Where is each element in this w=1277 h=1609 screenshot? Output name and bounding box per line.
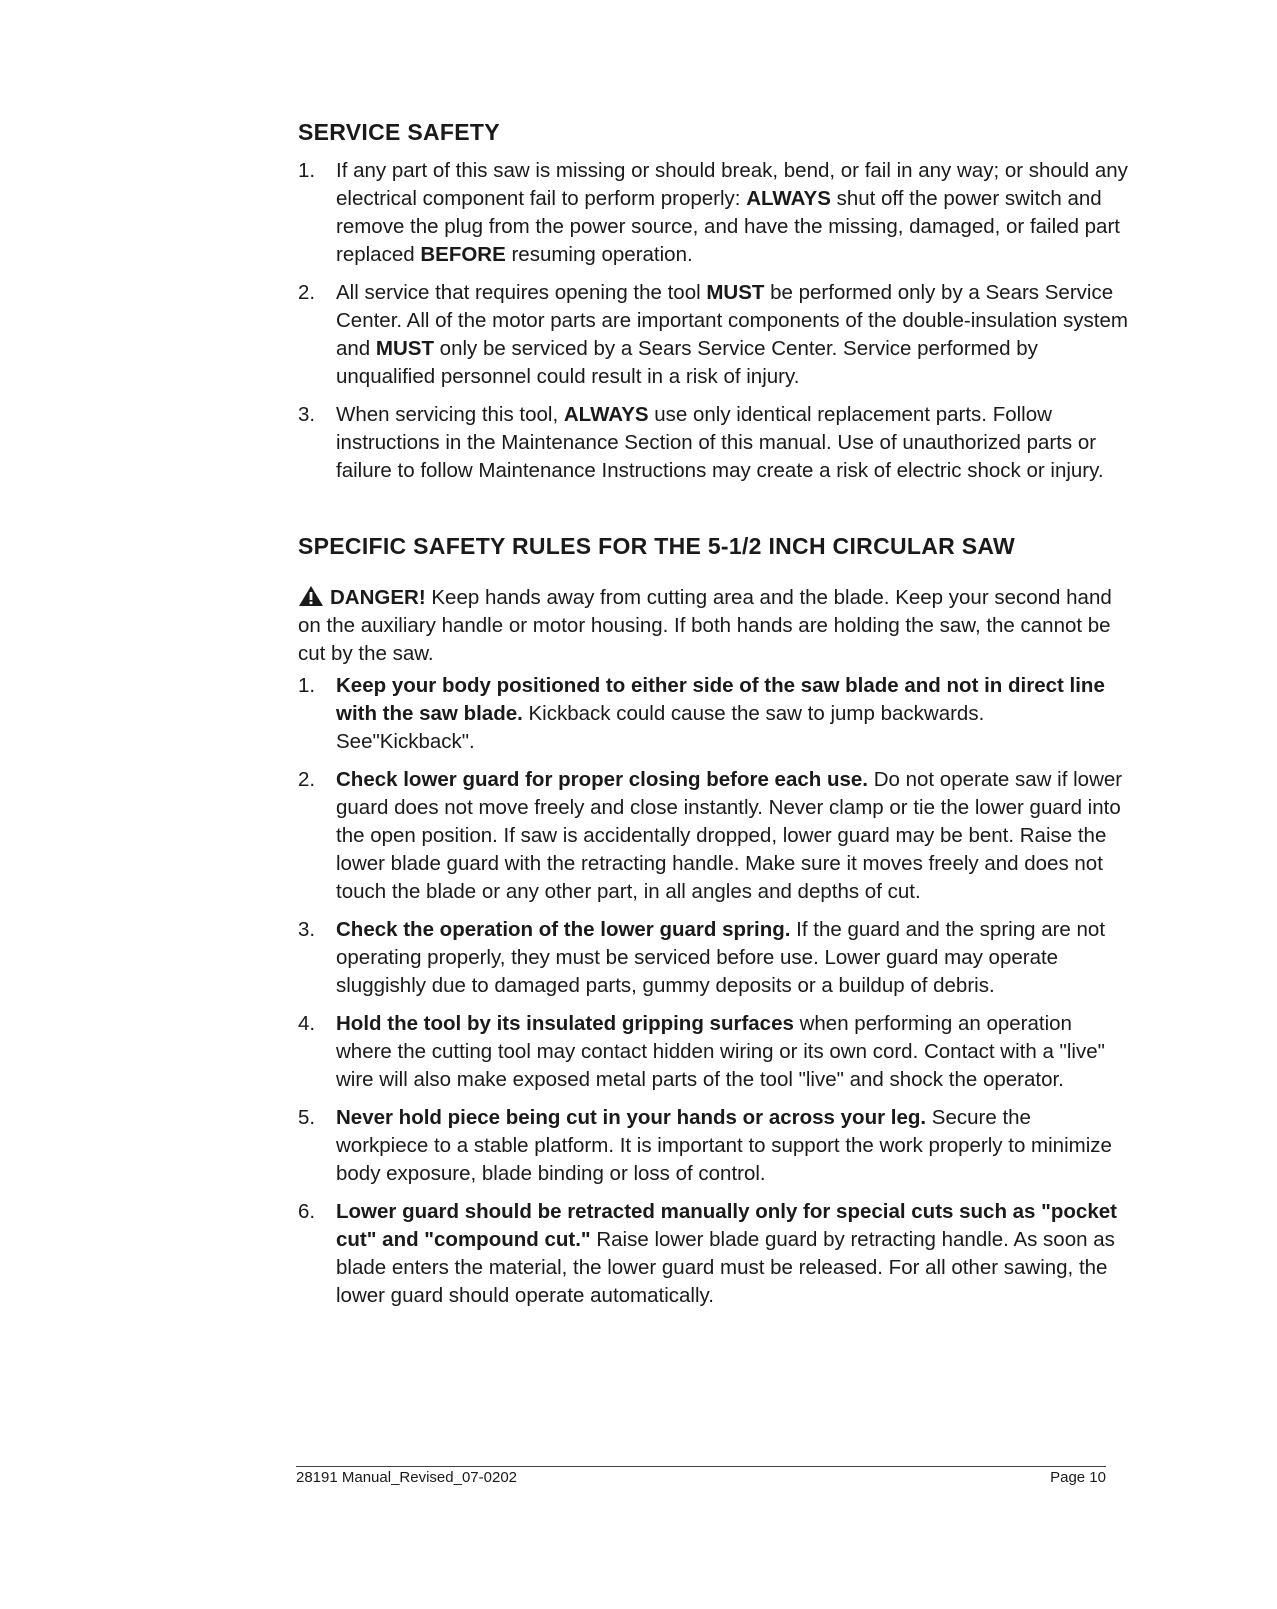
document-id: 28191 Manual_Revised_07-0202 bbox=[296, 1469, 518, 1486]
list-item: 5. Never hold piece being cut in your hands or across your leg. Secure the workpiece to a stable platform. It is important to support the work properly to minimize body exposure, blade binding or loss of control. bbox=[298, 1106, 1112, 1185]
page-footer bbox=[296, 1466, 1106, 1486]
list-item: 2. All service that requires opening the tool MUST be performed only by a Sears Service Center. All of the motor parts are important components of the double-insulation system and MUST only be serviced by a Sears Service Center. Service performed by unqualified personnel could result in a risk of injury. bbox=[298, 281, 1128, 388]
service-safety-heading: SERVICE SAFETY bbox=[298, 119, 500, 145]
specific-safety-rules-heading: SPECIFIC SAFETY RULES FOR THE 5-1/2 INCH CIRCULAR SAW bbox=[298, 533, 1016, 559]
specific-rules-list bbox=[298, 672, 1128, 1320]
page-number: Page 10 bbox=[1050, 1469, 1106, 1486]
danger-notice: DANGER! Keep hands away from cutting area and the blade. Keep your second hand on the auxiliary handle or motor housing. If both hands are holding the saw, the cannot be cut by the saw. bbox=[298, 586, 1112, 665]
list-item: 1. Keep your body positioned to either side of the saw blade and not in direct line with the saw blade. Kickback could cause the saw to jump backwards. See"Kickback". bbox=[298, 674, 1105, 753]
list-item: 6. Lower guard should be retracted manually only for special cuts such as "pocket cut" and "compound cut." Raise lower blade guard by retracting handle. As soon as blade enters the material, the lower guard must be released. For all other sawing, the lower guard should operate automatically. bbox=[298, 1200, 1117, 1307]
service-safety-list bbox=[298, 157, 1128, 495]
list-item: 4. Hold the tool by its insulated gripping surfaces when performing an operation where the cutting tool may contact hidden wiring or its own cord. Contact with a "live" wire will also make exposed metal parts of the tool "live" and shock the operator. bbox=[298, 1012, 1105, 1091]
list-item: 3. When servicing this tool, ALWAYS use only identical replacement parts. Follow instructions in the Maintenance Section of this manual. Use of unauthorized parts or failure to follow Maintenance Instructions may create a risk of electric shock or injury. bbox=[298, 403, 1104, 482]
list-item: 3. Check the operation of the lower guard spring. If the guard and the spring are not operating properly, they must be serviced before use. Lower guard may operate sluggishly due to damaged parts, gummy deposits or a buildup of debris. bbox=[298, 918, 1106, 997]
list-item: 1. If any part of this saw is missing or should break, bend, or fail in any way; or should any electrical component fail to perform properly: ALWAYS shut off the power switch and remove the plug from the power source, and have the missing, damaged, or failed part replaced BEFORE resuming operation. bbox=[298, 159, 1128, 266]
list-item: 2. Check lower guard for proper closing before each use. Do not operate saw if lower guard does not move freely and close instantly. Never clamp or tie the lower guard into the open position. If saw is accidentally dropped, lower guard may be bent. Raise the lower blade guard with the retracting handle. Make sure it moves freely and does not touch the blade or any other part, in all angles and depths of cut. bbox=[298, 768, 1123, 903]
warning-triangle-icon bbox=[298, 585, 324, 607]
